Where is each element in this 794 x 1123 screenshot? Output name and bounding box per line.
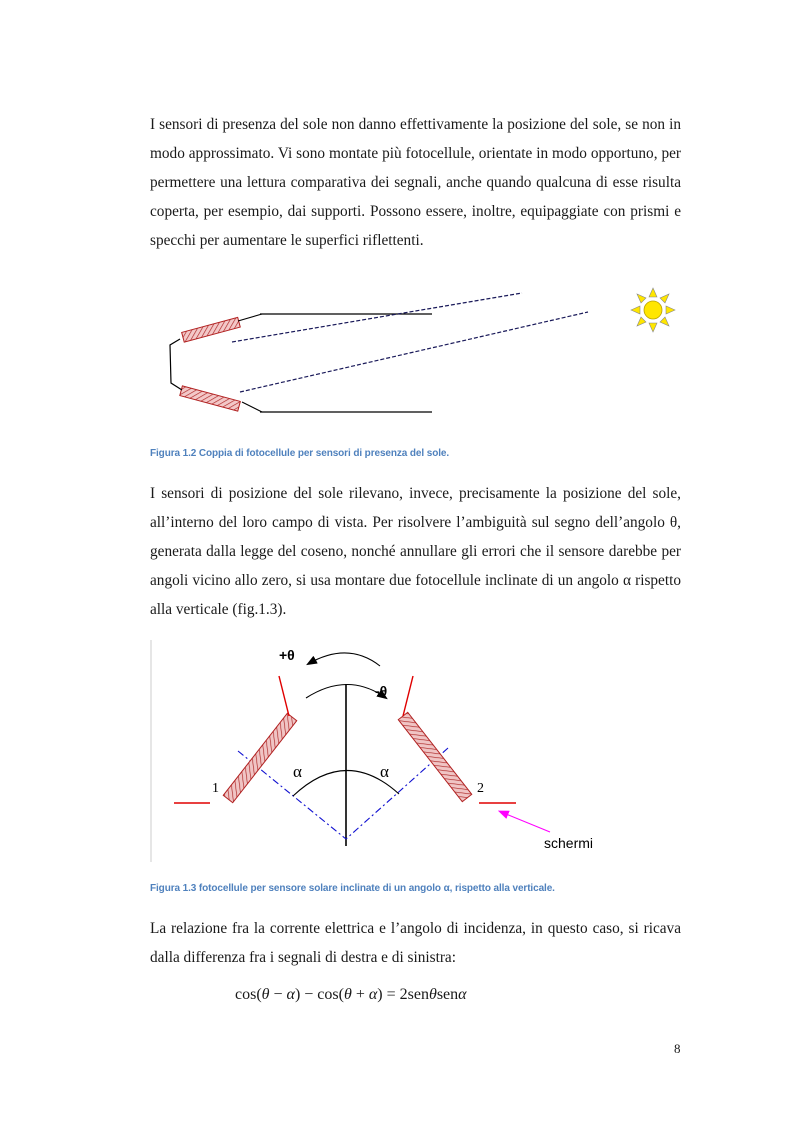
figure-photocell-pair [150, 280, 690, 420]
alpha-right-label: α [380, 762, 389, 781]
cell-1-label: 1 [212, 781, 219, 796]
paragraph-presence-sensors: I sensori di presenza del sole non danno effettivamente la posizione del sole, se non in modo approssimato. Vi sono montate più fotocellule, orientate in modo opportuno, per permettere una lettura comparativa dei segnali, anche quando qualcuna di esse risulta coperta, per esempio, dai supporti. Possono essere, inoltre, equipaggiate con prismi e specchi per aumentare le superfici riflettenti. [150, 116, 681, 249]
shield-right-top [403, 676, 413, 716]
formula-cos-difference: cos(θ − α) − cos(θ + α) = 2senθsenα [235, 986, 467, 1003]
minus-theta-label: -θ [375, 683, 388, 699]
figure-inclined-photocells [148, 636, 608, 864]
photocell-lower [180, 386, 241, 411]
cell-2-label: 2 [477, 781, 484, 796]
photocell-upper [182, 317, 241, 342]
figure-1-3-caption: Figura 1.3 fotocellule per sensore solare inclinate di un angolo α, rispetto alla verticale. [150, 883, 555, 894]
plus-theta-arrow [308, 653, 380, 666]
photocell-wire [170, 339, 182, 390]
screens-arrow [506, 814, 550, 832]
screens-label: schermi [544, 835, 594, 851]
paragraph-position-sensors: I sensori di posizione del sole rilevano, invece, precisamente la posizione del sole, all’interno del loro campo di vista. Per risolvere l’ambiguità sul segno dell’angolo θ, generata dalla legge del coseno, nonché annullare gli errori che il sensore darebbe per angoli vicino allo zero, si usa montare due fotocellule inclinate di un angolo α rispetto alla verticale (fig.1.3). [150, 485, 681, 618]
figure-1-2-caption: Figura 1.2 Coppia di fotocellule per sensori di presenza del sole. [150, 448, 450, 459]
page-number: 8 [674, 1041, 681, 1056]
light-ray-lower [240, 312, 588, 392]
sun-icon [631, 288, 675, 332]
photocell-2 [398, 712, 471, 801]
shield-left-top [279, 676, 289, 716]
paragraph-relation: La relazione fra la corrente elettrica e l’angolo di incidenza, in questo caso, si ricava dalla differenza fra i segnali di destra e di sinistra: [150, 920, 681, 966]
alpha-left-label: α [293, 762, 302, 781]
plus-theta-label: +θ [279, 647, 295, 663]
light-ray-upper [232, 293, 522, 342]
